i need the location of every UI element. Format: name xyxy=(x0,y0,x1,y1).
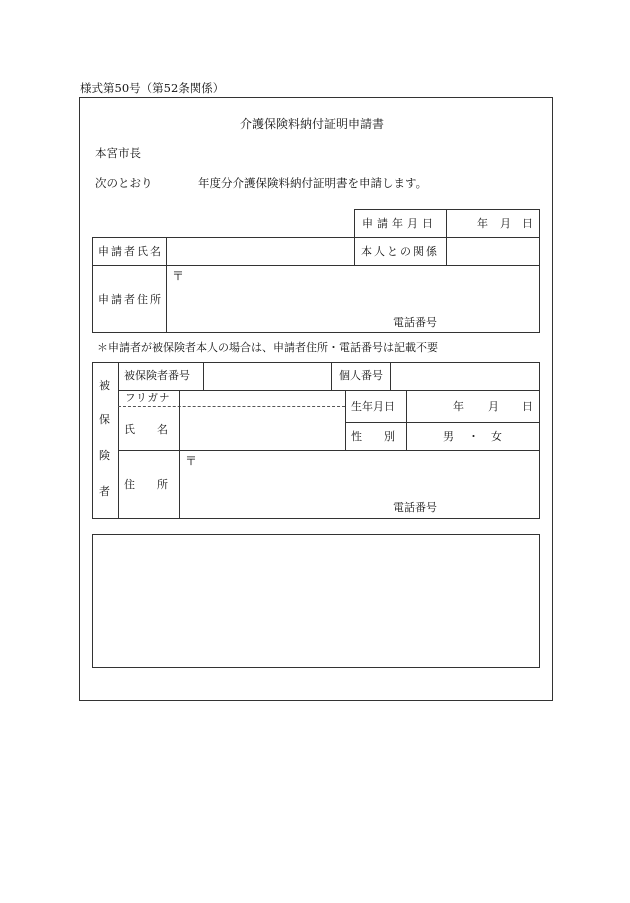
insured-name-field[interactable] xyxy=(180,407,345,450)
insured-number-label: 被保険者番号 xyxy=(124,369,190,382)
request-prefix: 次のとおり xyxy=(95,176,153,190)
gender-separator: ・ xyxy=(468,430,479,443)
applicant-postal-mark: 〒 xyxy=(172,269,185,283)
insured-group-char-2: 保 xyxy=(99,413,110,426)
form-number: 様式第50号（第52条関係） xyxy=(80,81,225,95)
addressee: 本宮市長 xyxy=(95,146,141,160)
birth-date-month: 月 xyxy=(488,400,499,413)
personal-number-field[interactable] xyxy=(391,363,539,390)
form-title: 介護保険料納付証明申請書 xyxy=(240,117,385,131)
furigana-label: フリガナ xyxy=(125,392,171,404)
application-date-year: 年 xyxy=(477,217,488,230)
applicant-address-field[interactable] xyxy=(167,266,539,332)
insured-name-label: 氏 名 xyxy=(124,423,168,436)
birth-date-field[interactable] xyxy=(407,391,539,422)
insured-group-char-1: 被 xyxy=(99,379,110,392)
applicant-name-field[interactable] xyxy=(167,238,354,265)
insured-address-label: 住 所 xyxy=(124,478,168,491)
gender-label: 性 別 xyxy=(351,430,395,443)
application-date-label: 申請年月日 xyxy=(362,217,437,230)
remarks-box[interactable] xyxy=(92,534,540,668)
gender-female-option[interactable]: 女 xyxy=(491,430,502,443)
application-date-month: 月 xyxy=(500,217,511,230)
insured-postal-mark: 〒 xyxy=(185,454,198,468)
applicant-address-label: 申請者住所 xyxy=(98,293,163,306)
insured-group-char-3: 険 xyxy=(99,449,110,462)
insured-address-field[interactable] xyxy=(180,451,539,518)
birth-date-label: 生年月日 xyxy=(351,400,395,413)
relation-field[interactable] xyxy=(447,238,539,265)
applicant-phone-label: 電話番号 xyxy=(393,316,437,329)
birth-date-day: 日 xyxy=(522,400,533,413)
gender-male-option[interactable]: 男 xyxy=(443,430,454,443)
insured-number-field[interactable] xyxy=(204,363,331,390)
application-date-field[interactable] xyxy=(447,210,539,237)
request-body: 年度分介護保険料納付証明書を申請します。 xyxy=(198,176,428,190)
note: ＊申請者が被保険者本人の場合は、申請者住所・電話番号は記載不要 xyxy=(97,341,438,354)
relation-label: 本人との関係 xyxy=(361,245,439,258)
personal-number-label: 個人番号 xyxy=(339,369,383,382)
application-date-day: 日 xyxy=(522,217,533,230)
insured-phone-label: 電話番号 xyxy=(393,501,437,514)
applicant-name-label: 申請者氏名 xyxy=(98,245,163,258)
birth-date-year: 年 xyxy=(453,400,464,413)
furigana-field[interactable] xyxy=(180,391,345,406)
insured-group-char-4: 者 xyxy=(99,485,110,498)
